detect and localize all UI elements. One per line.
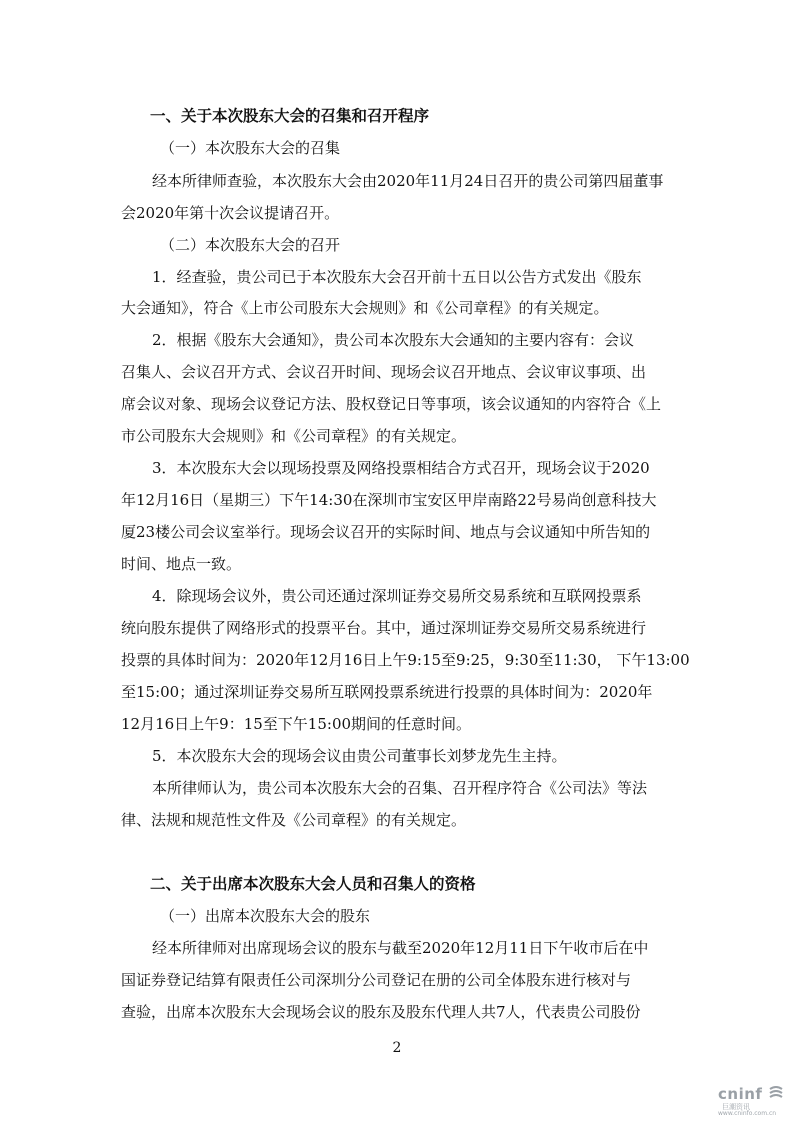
paragraph-line: 经本所律师查验，本次股东大会由2020年11月24日召开的贵公司第四届董事 — [152, 172, 664, 190]
paragraph-line: 厦23楼公司会议室举行。现场会议召开的实际时间、地点与会议通知中所告知的 — [121, 523, 651, 541]
paragraph-line: 时间、地点一致。 — [121, 555, 242, 573]
paragraph-line: 市公司股东大会规则》和《公司章程》的有关规定。 — [121, 427, 467, 445]
paragraph-line: 3．本次股东大会以现场投票及网络投票相结合方式召开，现场会议于2020 — [152, 459, 650, 477]
page-number: 2 — [392, 1040, 402, 1056]
subsection-heading: （一）本次股东大会的召集 — [160, 139, 341, 157]
paragraph-line: 1．经查验，贵公司已于本次股东大会召开前十五日以公告方式发出《股东 — [152, 268, 642, 286]
paragraph-line: 统向股东提供了网络形式的投票平台。其中，通过深圳证券交易所交易系统进行 — [121, 619, 647, 637]
paragraph-line: 大会通知》，符合《上市公司股东大会规则》和《公司章程》的有关规定。 — [121, 299, 609, 317]
watermark-logo-text: cninf — [718, 1085, 763, 1103]
watermark-sub-text: 巨潮资讯 — [722, 1103, 750, 1111]
paragraph-line: 召集人、会议召开方式、会议召开时间、现场会议召开地点、会议审议事项、出 — [121, 363, 647, 381]
paragraph-line: 5．本次股东大会的现场会议由贵公司董事长刘梦龙先生主持。 — [152, 747, 567, 765]
watermark-url: www.cninfo.com.cn — [718, 1110, 777, 1117]
cninfo-watermark — [718, 1085, 786, 1117]
subsection-heading: （一）出席本次股东大会的股东 — [160, 907, 371, 925]
paragraph-line: 本所律师认为，贵公司本次股东大会的召集、召开程序符合《公司法》等法 — [152, 779, 648, 797]
paragraph-line: 经本所律师对出席现场会议的股东与截至2020年12月11日下午收市后在中 — [152, 939, 649, 957]
paragraph-line: 4．除现场会议外，贵公司还通过深圳证券交易所交易系统和互联网投票系 — [152, 587, 642, 605]
paragraph-line: 2．根据《股东大会通知》，贵公司本次股东大会通知的主要内容有：会议 — [152, 331, 635, 349]
paragraph-line: 律、法规和规范性文件及《公司章程》的有关规定。 — [121, 811, 467, 829]
paragraph-line: 会2020年第十次会议提请召开。 — [121, 204, 340, 222]
cninfo-logo-icon — [768, 1085, 784, 1099]
paragraph-line: 年12月16日（星期三）下午14:30在深圳市宝安区甲岸南路22号易尚创意科技大 — [121, 491, 657, 509]
section-heading: 二、关于出席本次股东大会人员和召集人的资格 — [150, 874, 476, 893]
paragraph-line: 席会议对象、现场会议登记方法、股权登记日等事项，该会议通知的内容符合《上 — [121, 395, 662, 413]
paragraph-line: 至15:00；通过深圳证券交易所互联网投票系统进行投票的具体时间为：2020年 — [121, 683, 653, 701]
paragraph-line: 投票的具体时间为：2020年12月16日上午9:15至9:25，9:30至11:30， 下午13:00 — [121, 651, 690, 669]
paragraph-line: 12月16日上午9：15至下午15:00期间的任意时间。 — [121, 715, 472, 733]
paragraph-line: 查验，出席本次股东大会现场会议的股东及股东代理人共7人，代表贵公司股份 — [121, 1003, 641, 1021]
section-heading: 一、关于本次股东大会的召集和召开程序 — [150, 106, 430, 125]
subsection-heading: （二）本次股东大会的召开 — [160, 236, 341, 254]
paragraph-line: 国证券登记结算有限责任公司深圳分公司登记在册的公司全体股东进行核对与 — [121, 971, 632, 989]
